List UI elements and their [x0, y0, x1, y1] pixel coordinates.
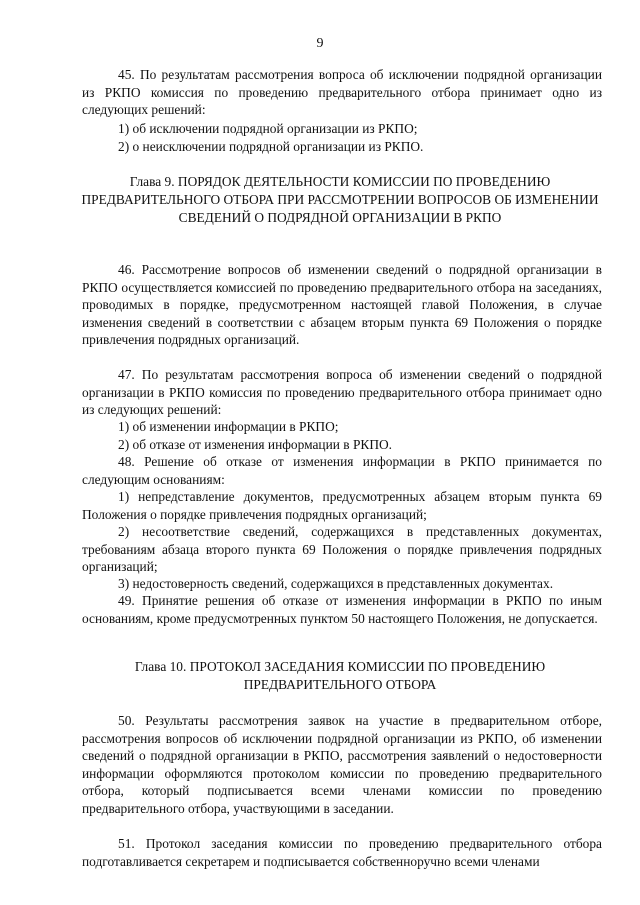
list-item-48-3: 3) недостоверность сведений, содержащихся в представленных документах.: [118, 576, 554, 591]
paragraph-47: 47. По результатам рассмотрения вопроса об изменении сведений о подрядной организации в РКПО комиссия по проведению предварительного отбора принимает одно из следующих решений:: [82, 367, 602, 418]
chapter-9-heading: Глава 9. ПОРЯДОК ДЕЯТЕЛЬНОСТИ КОМИССИИ ПО ПРОВЕДЕНИЮ ПРЕДВАРИТЕЛЬНОГО ОТБОРА ПРИ РАССМОТРЕНИИ ВОПРОСОВ ОБ ИЗМЕНЕНИИ СВЕДЕНИЙ О ПОДРЯДНОЙ ОРГАНИЗАЦИИ В РКПО: [81, 174, 599, 225]
list-item-45-1: 1) об исключении подрядной организации из РКПО;: [118, 121, 418, 136]
paragraph-51: 51. Протокол заседания комиссии по проведению предварительного отбора подготавливается секретарем и подписывается собственноручно всеми членами: [82, 836, 602, 869]
page-number: 9: [316, 36, 324, 51]
paragraph-48: 48. Решение об отказе от изменения информации в РКПО принимается по следующим основаниям:: [82, 454, 602, 487]
list-item-45-2: 2) о неисключении подрядной организации из РКПО.: [118, 139, 424, 154]
paragraph-46: 46. Рассмотрение вопросов об изменении сведений о подрядной организации в РКПО осуществляется комиссией по проведению предварительного отбора на заседаниях, проводимых в порядке, предусмотренном настоящей главой Положения, в случае изменения сведений в соответствии с абзацем вторым пункта 69 Положения о порядке привлечения подрядных организаций.: [82, 262, 602, 348]
paragraph-50: 50. Результаты рассмотрения заявок на участие в предварительном отборе, рассмотрения вопросов об исключении подрядной организации из РКПО, об изменении сведений о подрядной организации в РКПО, рассмотрения заявлений о недостоверности информации оформляются протоколом комиссии по проведению предварительного отбора, который подписывается всеми членами комиссии по проведению предварительного отбора, участвующими в заседании.: [82, 713, 602, 816]
list-item-48-2: 2) несоответствие сведений, содержащихся в представленных документах, требованиям абзаца второго пункта 69 Положения о порядке привлечения подрядных организаций;: [82, 524, 602, 575]
list-item-47-1: 1) об изменении информации в РКПО;: [118, 419, 339, 434]
paragraph-49: 49. Принятие решения об отказе от изменения информации в РКПО по иным основаниям, кроме предусмотренных пунктом 50 настоящего Положения, не допускается.: [82, 593, 602, 626]
list-item-47-2: 2) об отказе от изменения информации в РКПО.: [118, 437, 393, 452]
chapter-10-heading: Глава 10. ПРОТОКОЛ ЗАСЕДАНИЯ КОМИССИИ ПО ПРОВЕДЕНИЮ ПРЕДВАРИТЕЛЬНОГО ОТБОРА: [134, 659, 546, 692]
paragraph-45: 45. По результатам рассмотрения вопроса об исключении подрядной организации из РКПО комиссия по проведению предварительного отбора принимает одно из следующих решений:: [82, 67, 602, 118]
list-item-48-1: 1) непредставление документов, предусмотренных абзацем вторым пункта 69 Положения о порядке привлечения подрядных организаций;: [82, 489, 602, 522]
